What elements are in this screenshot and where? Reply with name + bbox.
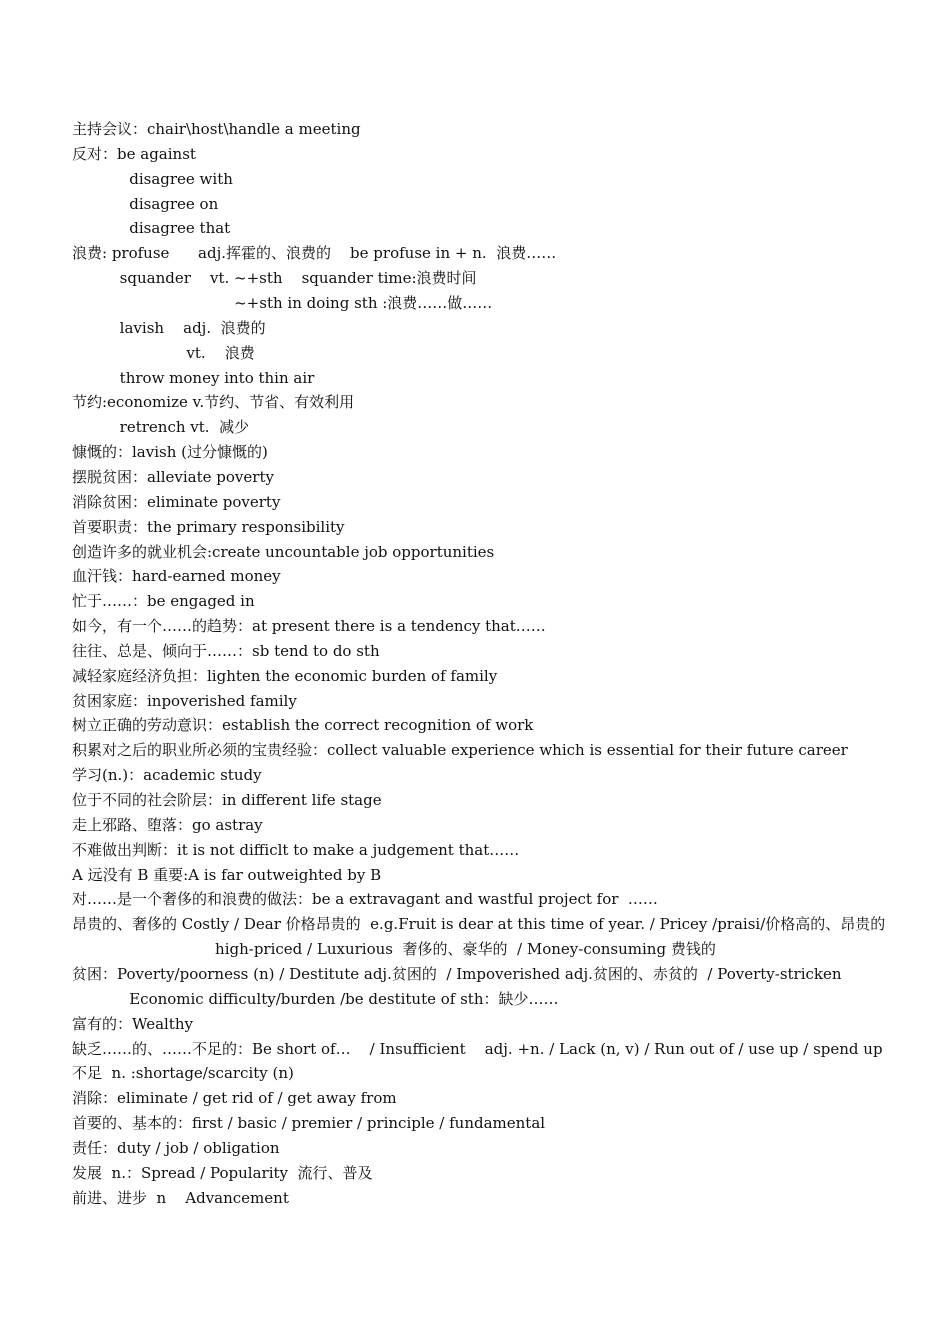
text-line: 摆脱贫困：alleviate poverty	[72, 467, 274, 486]
text-line: 学习(n.)：academic study	[72, 766, 262, 785]
text-line: vt. 浪费	[72, 343, 255, 362]
text-line: 前进、进步 n Advancement	[72, 1188, 289, 1207]
text-line: 血汗钱：hard-earned money	[72, 567, 281, 586]
text-line: high-priced / Luxurious 奢侈的、豪华的 / Money-consuming 费钱的	[72, 940, 716, 959]
text-line: 慷慨的：lavish (过分慷慨的)	[72, 443, 268, 462]
text-line: 主持会议：chair\host\handle a meeting	[72, 120, 361, 138]
text-line: 创造许多的就业机会:create uncountable job opportunities	[72, 542, 495, 561]
text-line: 往往、总是、倾向于……：sb tend to do sth	[72, 641, 380, 660]
text-line: ~+sth in doing sth :浪费……做……	[72, 294, 493, 312]
text-line: 位于不同的社会阶层：in different life stage	[72, 791, 382, 809]
text-line: disagree that	[72, 219, 231, 238]
text-line: disagree with	[72, 169, 233, 188]
text-line: 减轻家庭经济负担：lighten the economic burden of family	[72, 666, 498, 685]
text-line: 对……是一个奢侈的和浪费的做法：be a extravagant and wastful project for ……	[72, 890, 658, 909]
text-line: 不难做出判断：it is not difficlt to make a judgement that……	[72, 840, 520, 859]
text-line: Economic difficulty/burden /be destitute of sth：缺少……	[72, 989, 559, 1008]
text-line: retrench vt. 减少	[72, 418, 250, 437]
text-line: 发展 n.：Spread / Popularity 流行、普及	[72, 1163, 373, 1182]
text-line: 走上邪路、堕落：go astray	[72, 815, 263, 834]
text-line: 消除：eliminate / get rid of / get away from	[72, 1089, 397, 1108]
text-line: 反对：be against	[72, 144, 196, 163]
text-line: 富有的：Wealthy	[72, 1014, 193, 1033]
text-line: 节约:economize v.节约、节省、有效利用	[72, 393, 355, 412]
text-line: 责任：duty / job / obligation	[72, 1138, 280, 1157]
text-line: disagree on	[72, 194, 219, 213]
text-line: 消除贫困：eliminate poverty	[72, 492, 281, 511]
text-line: 首要职责：the primary responsibility	[72, 517, 345, 536]
text-line: 不足 n. :shortage/scarcity (n)	[72, 1064, 294, 1083]
text-line: 缺乏……的、……不足的：Be short of… / Insufficient adj. +n. / Lack (n, v) / Run out of / use up / spend up	[72, 1039, 883, 1058]
text-line: 忙于……：be engaged in	[72, 592, 255, 611]
text-line: squander vt. ~+sth squander time:浪费时间	[72, 269, 477, 288]
text-line: lavish adj. 浪费的	[72, 318, 266, 337]
text-line: 树立正确的劳动意识：establish the correct recognition of work	[72, 716, 534, 735]
text-line: 浪费: profuse adj.挥霍的、浪费的 be profuse in + n. 浪费……	[72, 244, 557, 263]
text-line: A 远没有 B 重要:A is far outweighted by B	[72, 865, 382, 884]
text-line: 昂贵的、奢侈的 Costly / Dear 价格昂贵的 e.g.Fruit is dear at this time of year. / Pricey /praisi/价格高的、昂贵的	[72, 915, 886, 934]
text-line: 首要的、基本的：first / basic / premier / principle / fundamental	[72, 1114, 546, 1132]
text-line: 贫困家庭：inpoverished family	[72, 691, 297, 710]
text-line: throw money into thin air	[72, 368, 315, 387]
text-line: 积累对之后的职业所必须的宝贵经验：collect valuable experience which is essential for their future career	[72, 741, 848, 760]
text-line: 如今，有一个……的趋势：at present there is a tendency that……	[72, 617, 546, 635]
text-line: 贫困：Poverty/poorness (n) / Destitute adj.贫困的 / Impoverished adj.贫困的、赤贫的 / Poverty-stricken	[72, 964, 842, 983]
